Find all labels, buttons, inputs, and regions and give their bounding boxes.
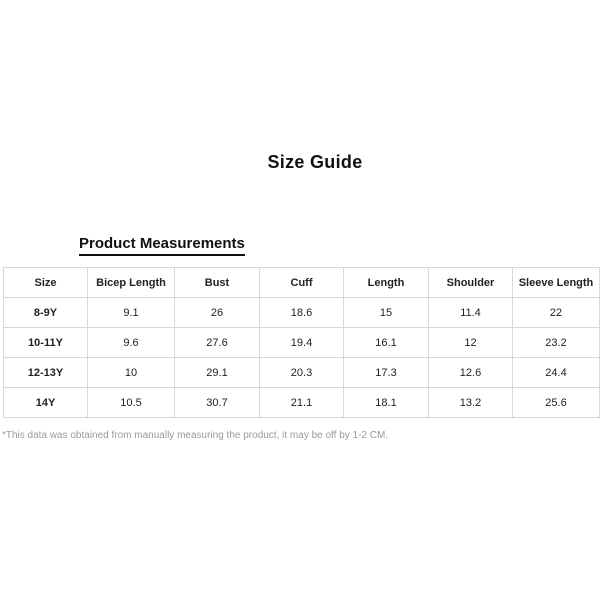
cell-bust: 27.6: [175, 328, 260, 358]
section-title: Product Measurements: [79, 235, 245, 256]
cell-length: 16.1: [344, 328, 429, 358]
cell-size: 14Y: [4, 388, 88, 418]
cell-cuff: 18.6: [260, 298, 344, 328]
header-length: Length: [344, 268, 429, 298]
cell-bicep-length: 9.1: [88, 298, 175, 328]
table-row: [4, 388, 600, 418]
cell-size: 12-13Y: [4, 358, 88, 388]
measurement-disclaimer: *This data was obtained from manually measuring the product, it may be off by 1-2 CM.: [2, 430, 389, 441]
header-shoulder: Shoulder: [429, 268, 513, 298]
cell-length: 17.3: [344, 358, 429, 388]
header-bust: Bust: [175, 268, 260, 298]
cell-shoulder: 12: [429, 328, 513, 358]
header-sleeve-length: Sleeve Length: [513, 268, 600, 298]
cell-shoulder: 12.6: [429, 358, 513, 388]
table-header-row: [4, 268, 600, 298]
cell-shoulder: 13.2: [429, 388, 513, 418]
cell-bust: 26: [175, 298, 260, 328]
measurements-table: [3, 267, 600, 418]
cell-cuff: 19.4: [260, 328, 344, 358]
cell-bicep-length: 9.6: [88, 328, 175, 358]
cell-sleeve-length: 22: [513, 298, 600, 328]
table-row: [4, 358, 600, 388]
cell-cuff: 21.1: [260, 388, 344, 418]
table-row: [4, 298, 600, 328]
cell-bicep-length: 10.5: [88, 388, 175, 418]
cell-bust: 30.7: [175, 388, 260, 418]
header-bicep-length: Bicep Length: [88, 268, 175, 298]
page-title: Size Guide: [267, 152, 363, 172]
table-row: [4, 328, 600, 358]
cell-length: 18.1: [344, 388, 429, 418]
cell-bust: 29.1: [175, 358, 260, 388]
cell-size: 10-11Y: [4, 328, 88, 358]
cell-shoulder: 11.4: [429, 298, 513, 328]
cell-bicep-length: 10: [88, 358, 175, 388]
header-size: Size: [4, 268, 88, 298]
cell-sleeve-length: 25.6: [513, 388, 600, 418]
cell-cuff: 20.3: [260, 358, 344, 388]
header-cuff: Cuff: [260, 268, 344, 298]
cell-size: 8-9Y: [4, 298, 88, 328]
cell-sleeve-length: 24.4: [513, 358, 600, 388]
cell-sleeve-length: 23.2: [513, 328, 600, 358]
cell-length: 15: [344, 298, 429, 328]
